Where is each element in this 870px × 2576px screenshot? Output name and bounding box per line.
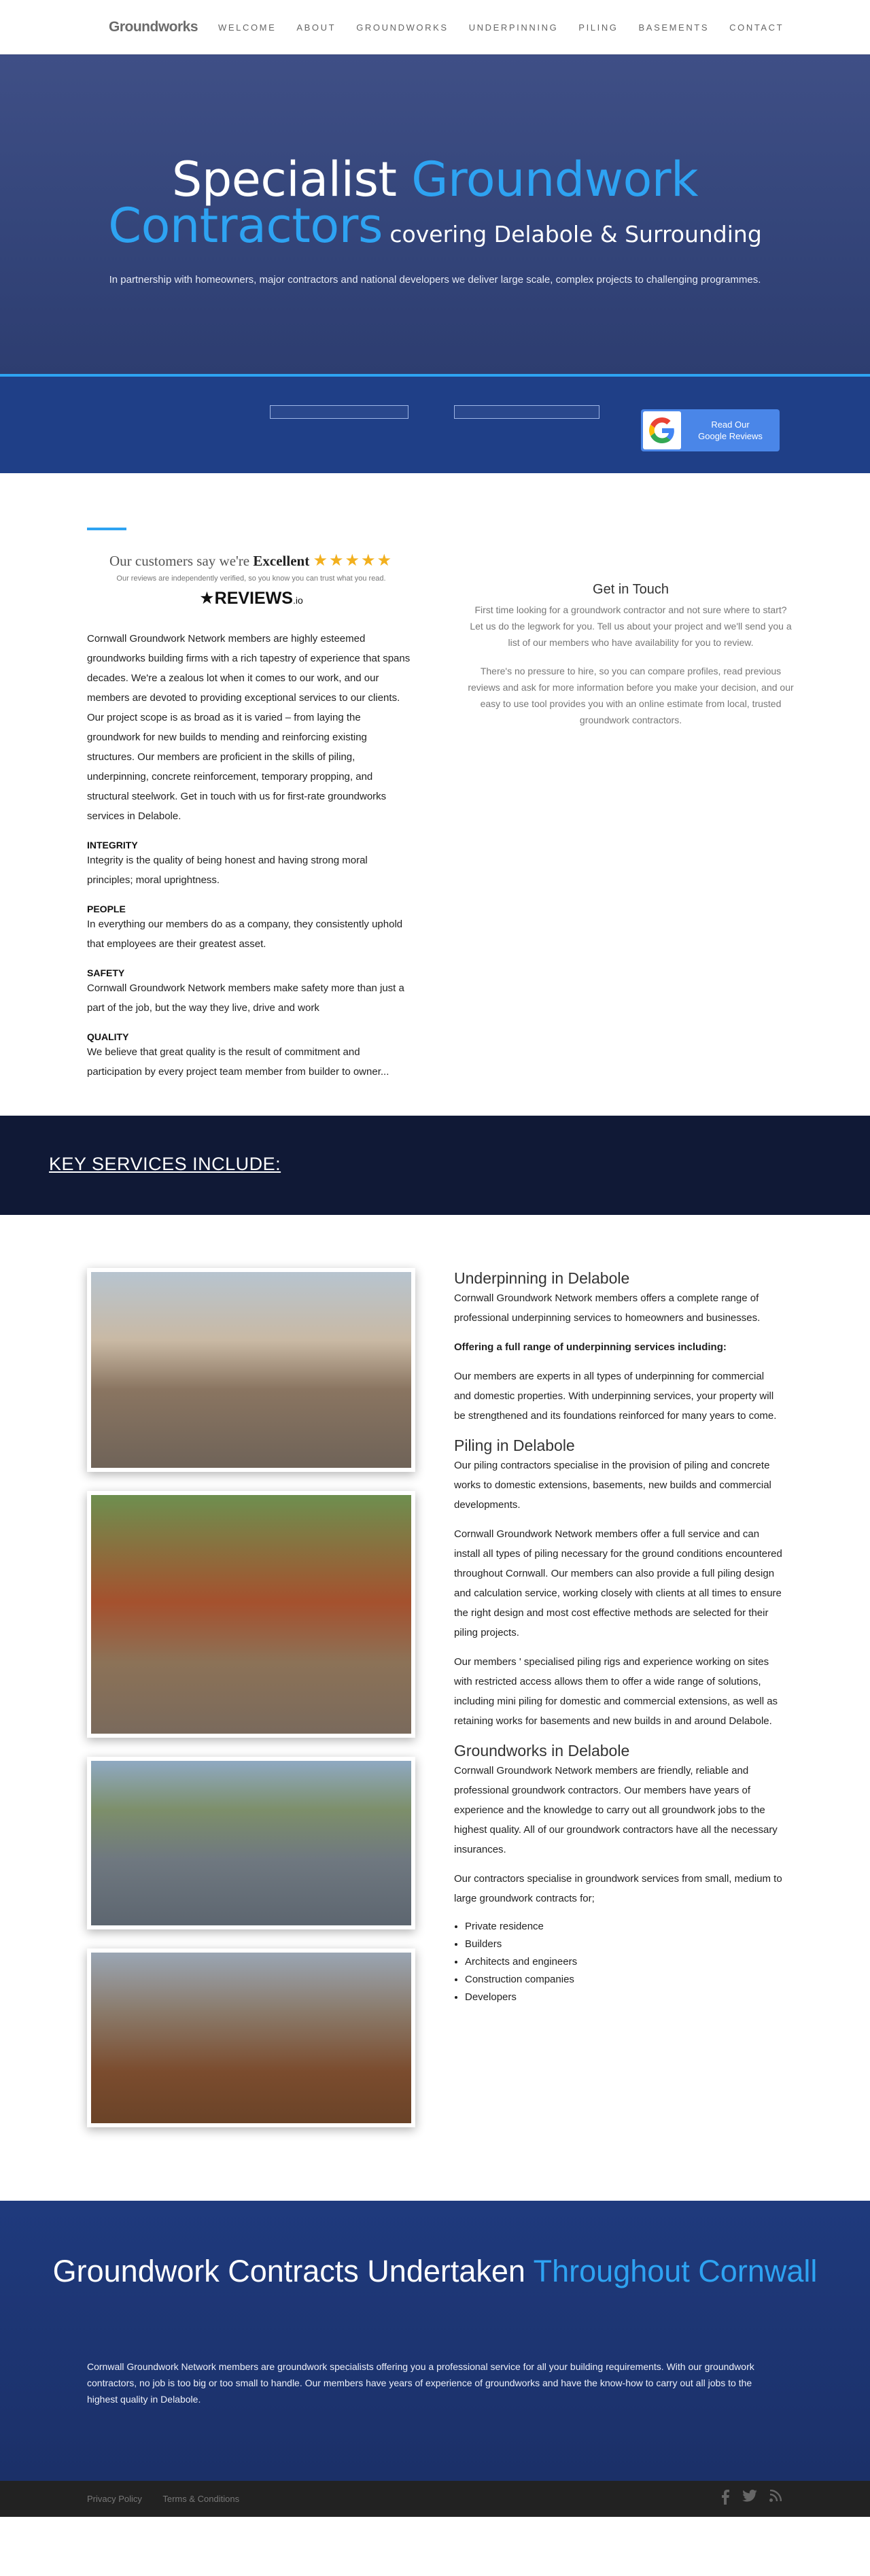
groundworks-title: Groundworks in Delabole <box>454 1742 630 1759</box>
list-item: • Developers <box>465 1989 782 2006</box>
badge-image-placeholder[interactable] <box>454 405 599 419</box>
footer-links <box>87 2493 257 2505</box>
key-services-band <box>0 1116 870 1215</box>
value-people: PEOPLE In everything our members do as a company, they consistently uphold that employees are their greatest asset. <box>87 904 403 950</box>
clients-list <box>465 1918 782 2006</box>
about-intro: Cornwall Groundwork Network members are highly esteemed groundworks building firms with a rich tapestry of experience that spans decades. We're a zealous lot when it comes to our work, and our members are devoted to providing exceptional services to our clients. Our project scope is as broad as it is varied – from laying the groundwork for new builds to mending and reinforcing existing structures. Our members are proficient in the skills of piling, underpinning, concrete reinforcement, temporary propping, and structural steelwork. Get in touch with us for first-rate groundworks services in Delabole. <box>87 633 411 822</box>
excavator-photo <box>87 1948 415 2127</box>
badge-image-placeholder[interactable] <box>270 405 408 419</box>
value-quality: QUALITY We believe that great quality is the result of commitment and participation by every project team member from builder to owner... <box>87 1031 389 1078</box>
contact-title: Get in Touch <box>593 582 669 597</box>
list-item: • Architects and engineers <box>465 1953 782 1971</box>
services-section <box>0 1215 870 2201</box>
google-reviews-label: Read Our Google Reviews <box>698 419 763 441</box>
contracts-body: Cornwall Groundwork Network members are groundwork specialists offering you a professional service for all your building requirements. With our groundwork contractors, no job is too big or too small to handle. Our members have years of experience of groundworks and have the know-how to carry out all jobs to the highest quality in Delabole. <box>87 2361 754 2405</box>
underpinning-title: Underpinning in Delabole <box>454 1269 630 1287</box>
list-item: • Construction companies <box>465 1971 782 1989</box>
facebook-icon[interactable] <box>720 2490 730 2509</box>
badges-band <box>0 374 870 473</box>
services-text: Underpinning in Delabole Cornwall Groundwork Network members offers a complete range of professional underpinning services to homeowners and businesses. Offering a full range of underpinning services including: Our members are experts in all types of underpinning for commercial and domestic properties. With underpinning services, your property will be strengthened and its foundations reinforced for many years to come. Piling in Delabole Our piling contractors specialise in the provision of piling and concrete works to domestic extensions, basements, new builds and commercial developments. Cornwall Groundwork Network members offer a full service and can install all types of piling necessary for the ground conditions encountered throughout Cornwall. Our members can also provide a full piling design and calculation service, working closely with clients at all times to ensure the right design and most cost effective methods are selected for their piling projects. Our members ' specialised piling rigs and experience working on sites with restricted access allows them to offer a wide range of solutions, including mini piling for domestic and commercial extensions, as well as retaining works for basements and new builds in and around Delabole. Groundworks in Delabole Cornwall Groundwork Network members are friendly, reliable and professional groundwork contractors. Our members have years of experience and the knowledge to carry out all groundwork jobs to the highest quality. All of our groundwork contractors have all the necessary insurances. Our contractors specialise in groundwork services from small, medium to large groundwork contracts for; • Private residence • Builders • Architects and engineers • Construction companies • Developers <box>454 1268 782 2146</box>
privacy-policy-link[interactable]: Privacy Policy <box>87 2493 142 2504</box>
reviews-rating-line: Our customers say we're Excellent ★★★★★ <box>109 552 394 570</box>
site-logo[interactable]: Groundworks <box>109 19 198 35</box>
service-photos <box>87 1268 415 2146</box>
reviews-io-logo: ★REVIEWS.io <box>199 589 303 608</box>
site-header <box>0 0 870 54</box>
reviews-widget[interactable] <box>87 551 415 608</box>
contracts-title: Groundwork Contracts Undertaken Throughout Cornwall <box>52 2254 818 2288</box>
nav-groundworks[interactable]: GROUNDWORKS <box>356 22 449 33</box>
nav-contact[interactable]: CONTACT <box>729 22 784 33</box>
google-g-icon <box>643 411 681 449</box>
hero-section <box>0 54 870 374</box>
contact-text: There's no pressure to hire, so you can compare profiles, read previous reviews and ask for more information before you make your decision, and our easy to use tool provides you with an online estimate from local, trusted groundwork contractors. <box>468 666 794 725</box>
underpinning-photo <box>87 1268 415 1472</box>
nav-piling[interactable]: PILING <box>578 22 619 33</box>
accent-divider <box>87 528 126 530</box>
rss-icon[interactable] <box>769 2490 782 2509</box>
google-reviews-button[interactable] <box>641 409 780 451</box>
nav-welcome[interactable]: WELCOME <box>218 22 277 33</box>
piling-title: Piling in Delabole <box>454 1437 575 1454</box>
list-item: • Builders <box>465 1936 782 1953</box>
piling-photo <box>87 1491 415 1738</box>
hero-title: Specialist Groundwork Contractors covering Delabole & Surrounding <box>108 152 762 254</box>
value-safety: SAFETY Cornwall Groundwork Network members make safety more than just a part of the job, but the way they live, drive and work <box>87 967 404 1014</box>
list-item: • Private residence <box>465 1918 782 1936</box>
value-integrity: INTEGRITY Integrity is the quality of being honest and having strong moral principles; moral uprightness. <box>87 840 368 886</box>
star-rating-icon: ★★★★★ <box>313 552 394 570</box>
nav-underpinning[interactable]: UNDERPINNING <box>468 22 559 33</box>
twitter-icon[interactable] <box>742 2490 757 2509</box>
contact-text: First time looking for a groundwork contractor and not sure where to start? Let us do the legwork for you. Tell us about your project and we'll send you a list of our members who have availability for you to review. <box>470 604 792 648</box>
key-services-title: KEY SERVICES INCLUDE: <box>49 1154 281 1174</box>
terms-link[interactable]: Terms & Conditions <box>162 2493 240 2504</box>
reviews-verified-note: Our reviews are independently verified, so you know you can trust what you read. <box>116 574 386 583</box>
about-column <box>87 528 415 1082</box>
hero-subtitle: In partnership with homeowners, major contractors and national developers we deliver large scale, complex projects to challenging programmes. <box>109 274 761 286</box>
groundworks-photo <box>87 1757 415 1929</box>
about-section <box>0 473 870 1116</box>
main-nav <box>198 22 784 33</box>
contracts-section <box>0 2201 870 2481</box>
nav-basements[interactable]: BASEMENTS <box>638 22 710 33</box>
social-links <box>720 2490 782 2509</box>
site-footer <box>0 2481 870 2517</box>
nav-about[interactable]: ABOUT <box>296 22 336 33</box>
contact-column <box>468 528 794 1082</box>
